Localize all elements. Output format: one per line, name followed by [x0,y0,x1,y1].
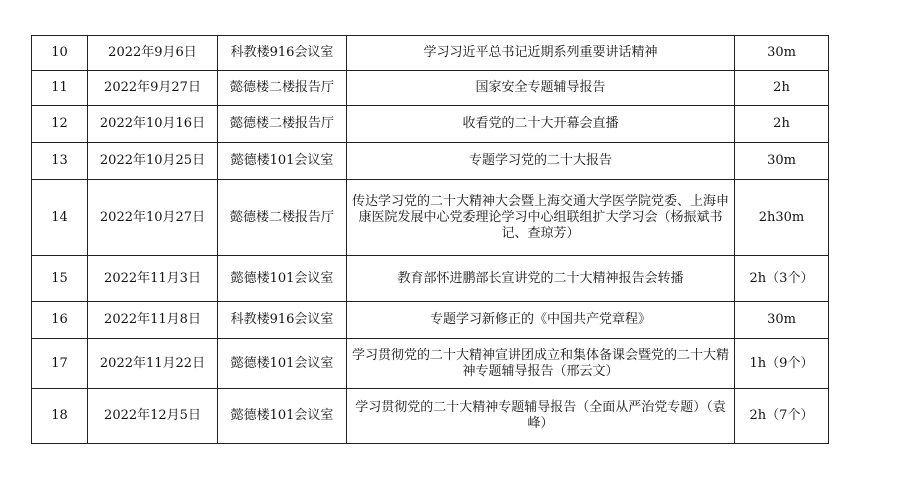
date-cell: 2022年11月22日 [88,339,218,389]
row-number-cell: 11 [32,71,88,106]
location-cell: 懿德楼101会议室 [218,389,347,444]
location-cell: 懿德楼二楼报告厅 [218,180,347,256]
row-number-cell: 18 [32,389,88,444]
table-row [32,302,829,339]
study-records-table [31,35,829,444]
row-number-cell: 17 [32,339,88,389]
duration-cell: 2h（7个） [735,389,829,444]
topic-cell: 学习贯彻党的二十大精神专题辅导报告（全面从严治党专题）（袁峰） [347,389,735,444]
location-cell: 懿德楼二楼报告厅 [218,106,347,143]
duration-cell: 30m [735,302,829,339]
row-number-cell: 15 [32,256,88,302]
topic-cell: 专题学习新修正的《中国共产党章程》 [347,302,735,339]
topic-cell: 收看党的二十大开幕会直播 [347,106,735,143]
table-row [32,180,829,256]
duration-cell: 2h（3个） [735,256,829,302]
duration-cell: 30m [735,143,829,180]
table-row [32,389,829,444]
duration-cell: 30m [735,36,829,71]
table-row [32,256,829,302]
topic-cell: 学习习近平总书记近期系列重要讲话精神 [347,36,735,71]
topic-cell: 国家安全专题辅导报告 [347,71,735,106]
date-cell: 2022年11月3日 [88,256,218,302]
date-cell: 2022年12月5日 [88,389,218,444]
location-cell: 懿德楼101会议室 [218,339,347,389]
date-cell: 2022年10月27日 [88,180,218,256]
row-number-cell: 12 [32,106,88,143]
duration-cell: 1h（9个） [735,339,829,389]
duration-cell: 2h [735,106,829,143]
table-row [32,106,829,143]
topic-cell: 学习贯彻党的二十大精神宣讲团成立和集体备课会暨党的二十大精神专题辅导报告（邢云文） [347,339,735,389]
duration-cell: 2h30m [735,180,829,256]
table-row [32,71,829,106]
location-cell: 科教楼916会议室 [218,302,347,339]
topic-cell: 专题学习党的二十大报告 [347,143,735,180]
date-cell: 2022年10月16日 [88,106,218,143]
table-row [32,339,829,389]
date-cell: 2022年9月6日 [88,36,218,71]
row-number-cell: 10 [32,36,88,71]
row-number-cell: 14 [32,180,88,256]
location-cell: 懿德楼101会议室 [218,143,347,180]
row-number-cell: 16 [32,302,88,339]
table-row [32,143,829,180]
date-cell: 2022年11月8日 [88,302,218,339]
topic-cell: 教育部怀进鹏部长宣讲党的二十大精神报告会转播 [347,256,735,302]
date-cell: 2022年9月27日 [88,71,218,106]
location-cell: 科教楼916会议室 [218,36,347,71]
location-cell: 懿德楼二楼报告厅 [218,71,347,106]
topic-cell: 传达学习党的二十大精神大会暨上海交通大学医学院党委、上海申康医院发展中心党委理论学习中心组联组扩大学习会（杨振斌书记、查琼芳） [347,180,735,256]
location-cell: 懿德楼101会议室 [218,256,347,302]
duration-cell: 2h [735,71,829,106]
date-cell: 2022年10月25日 [88,143,218,180]
row-number-cell: 13 [32,143,88,180]
table-row [32,36,829,71]
